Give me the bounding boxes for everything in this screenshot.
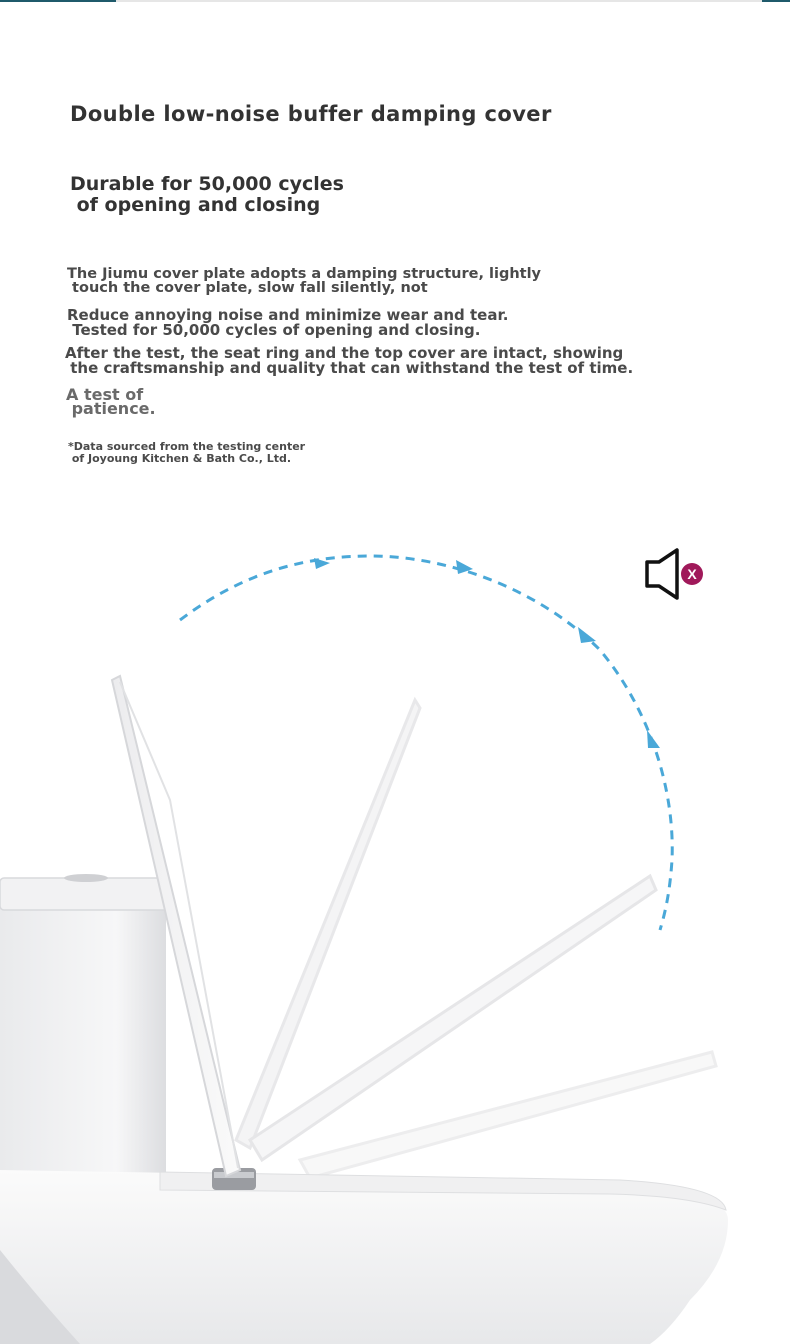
arc-arrow-4: [647, 730, 660, 748]
data-source-footnote: *Data sourced from the testing center of Joyoung Kitchen & Bath Co., Ltd.: [68, 440, 306, 465]
toilet-bowl: [0, 1170, 728, 1344]
flush-button: [64, 874, 108, 882]
toilet-tank: [0, 880, 166, 1200]
toilet-lid-illustration: [0, 480, 790, 1344]
tank-lid: [0, 878, 168, 910]
top-divider-accent-right: [762, 0, 790, 2]
page-title: Double low-noise buffer damping cover: [70, 102, 552, 126]
arc-arrow-3: [578, 627, 596, 643]
top-divider-accent-left: [0, 0, 116, 2]
page-subtitle: Durable for 50,000 cycles of opening and closing: [70, 173, 344, 216]
mute-badge-glyph: X: [687, 566, 697, 582]
top-divider: [0, 0, 790, 2]
lid-ghost-near-vertical: [236, 700, 420, 1148]
motion-arc: [180, 556, 672, 930]
description-line-2: Reduce annoying noise and minimize wear and tear. Tested for 50,000 cycles of opening and closing.: [67, 306, 509, 339]
description-line-3: After the test, the seat ring and the top cover are intact, showing the craftsmanship and quality that can withstand the test of time.: [65, 344, 634, 377]
speaker-muted-icon: [640, 546, 710, 602]
lid-ghost-mid: [250, 876, 656, 1160]
description-line-1: The Jiumu cover plate adopts a damping structure, lightly touch the cover plate, slow fall silently, not: [67, 266, 541, 296]
description-line-4: A test of patience.: [66, 385, 156, 418]
